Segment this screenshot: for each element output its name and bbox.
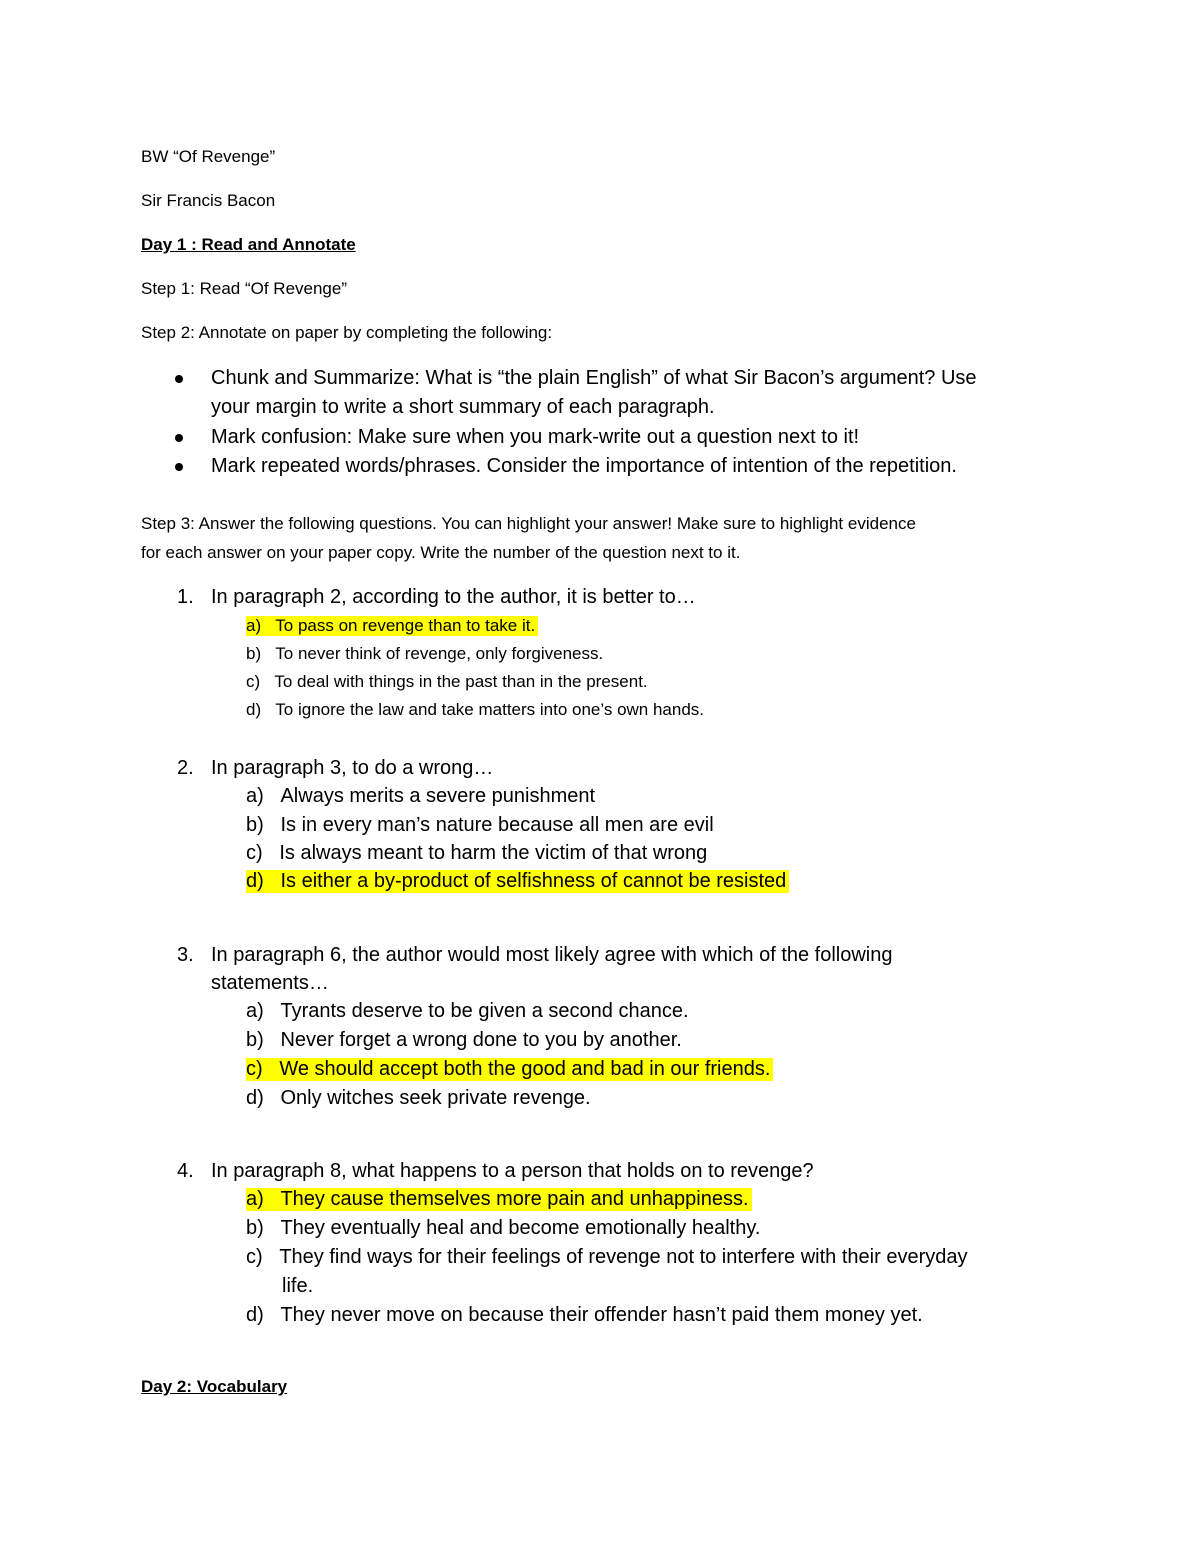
bullet-1-line-1: Chunk and Summarize: What is “the plain English” of what Sir Bacon’s argument? Use bbox=[211, 367, 977, 389]
option-text: Is always meant to harm the victim of that wrong bbox=[279, 842, 708, 864]
option-letter: d) bbox=[246, 1087, 264, 1109]
option-letter: a) bbox=[246, 785, 264, 807]
option-letter: c) bbox=[246, 1246, 263, 1268]
q4-option-d bbox=[246, 1304, 923, 1327]
question-number: 3. bbox=[177, 944, 194, 966]
q1-option-b bbox=[246, 644, 603, 664]
bullet-2: Mark confusion: Make sure when you mark-write out a question next to it! bbox=[211, 426, 860, 448]
q4-option-c-line-2: life. bbox=[282, 1275, 314, 1297]
q4-option-b bbox=[246, 1217, 760, 1240]
q3-option-c bbox=[246, 1058, 773, 1081]
q3-option-b bbox=[246, 1029, 682, 1052]
option-letter: d) bbox=[246, 1304, 264, 1326]
option-letter: c) bbox=[246, 1058, 263, 1080]
step-1: Step 1: Read “Of Revenge” bbox=[141, 279, 348, 298]
option-letter: a) bbox=[246, 1188, 264, 1210]
question-3-text-line-2: statements… bbox=[211, 972, 329, 994]
q4-option-a bbox=[246, 1188, 752, 1211]
step-2: Step 2: Annotate on paper by completing the following: bbox=[141, 323, 553, 342]
option-text: They find ways for their feelings of revenge not to interfere with their everyday bbox=[279, 1246, 968, 1268]
option-letter: a) bbox=[246, 1000, 264, 1022]
option-text: To ignore the law and take matters into one’s own hands. bbox=[275, 700, 705, 719]
option-text: Only witches seek private revenge. bbox=[280, 1087, 591, 1109]
step-3-line-2: for each answer on your paper copy. Write the number of the question next to it. bbox=[141, 543, 741, 562]
bullet-icon bbox=[175, 463, 183, 471]
option-text: Tyrants deserve to be given a second chance. bbox=[280, 1000, 689, 1022]
q2-option-b bbox=[246, 814, 714, 837]
option-letter: b) bbox=[246, 1029, 264, 1051]
option-text: Is either a by-product of selfishness of cannot be resisted bbox=[280, 870, 787, 892]
day1-heading: Day 1 : Read and Annotate bbox=[141, 235, 356, 254]
option-letter: c) bbox=[246, 672, 261, 691]
option-letter: c) bbox=[246, 842, 263, 864]
bullet-icon bbox=[175, 434, 183, 442]
q3-option-d bbox=[246, 1087, 591, 1110]
day2-heading: Day 2: Vocabulary bbox=[141, 1377, 288, 1396]
option-text: Never forget a wrong done to you by another. bbox=[280, 1029, 682, 1051]
bullet-icon bbox=[175, 375, 183, 383]
q1-option-d bbox=[246, 700, 704, 720]
doc-author: Sir Francis Bacon bbox=[141, 191, 276, 210]
option-letter: b) bbox=[246, 1217, 264, 1239]
option-letter: a) bbox=[246, 616, 262, 635]
question-3-text-line-1: In paragraph 6, the author would most likely agree with which of the following bbox=[211, 944, 893, 966]
option-letter: d) bbox=[246, 870, 264, 892]
q1-option-a bbox=[246, 616, 538, 636]
option-text: They cause themselves more pain and unhappiness. bbox=[280, 1188, 749, 1210]
q1-option-c bbox=[246, 672, 648, 692]
option-text: Is in every man’s nature because all men are evil bbox=[280, 814, 714, 836]
question-4-text: In paragraph 8, what happens to a person that holds on to revenge? bbox=[211, 1160, 814, 1182]
q4-option-c bbox=[246, 1246, 967, 1269]
bullet-1-line-2: your margin to write a short summary of each paragraph. bbox=[211, 396, 715, 418]
question-number: 1. bbox=[177, 586, 194, 608]
option-text: To deal with things in the past than in the present. bbox=[274, 672, 648, 691]
step-3-line-1: Step 3: Answer the following questions. You can highlight your answer! Make sure to highlight evidence bbox=[141, 514, 916, 533]
question-2-text: In paragraph 3, to do a wrong… bbox=[211, 757, 494, 779]
option-letter: d) bbox=[246, 700, 262, 719]
option-text: They eventually heal and become emotionally healthy. bbox=[280, 1217, 761, 1239]
q2-option-c bbox=[246, 842, 707, 865]
option-text: To pass on revenge than to take it. bbox=[275, 616, 536, 635]
option-letter: b) bbox=[246, 814, 264, 836]
option-letter: b) bbox=[246, 644, 262, 663]
question-1-text: In paragraph 2, according to the author, it is better to… bbox=[211, 586, 696, 608]
q2-option-d bbox=[246, 870, 789, 893]
bullet-3: Mark repeated words/phrases. Consider the importance of intention of the repetition. bbox=[211, 455, 957, 477]
doc-title: BW “Of Revenge” bbox=[141, 147, 276, 166]
option-text: We should accept both the good and bad in our friends. bbox=[279, 1058, 771, 1080]
question-number: 4. bbox=[177, 1160, 194, 1182]
option-text: Always merits a severe punishment bbox=[280, 785, 596, 807]
q2-option-a bbox=[246, 785, 595, 808]
option-text: They never move on because their offender hasn’t paid them money yet. bbox=[280, 1304, 923, 1326]
question-number: 2. bbox=[177, 757, 194, 779]
q3-option-a bbox=[246, 1000, 689, 1023]
option-text: To never think of revenge, only forgiveness. bbox=[275, 644, 604, 663]
